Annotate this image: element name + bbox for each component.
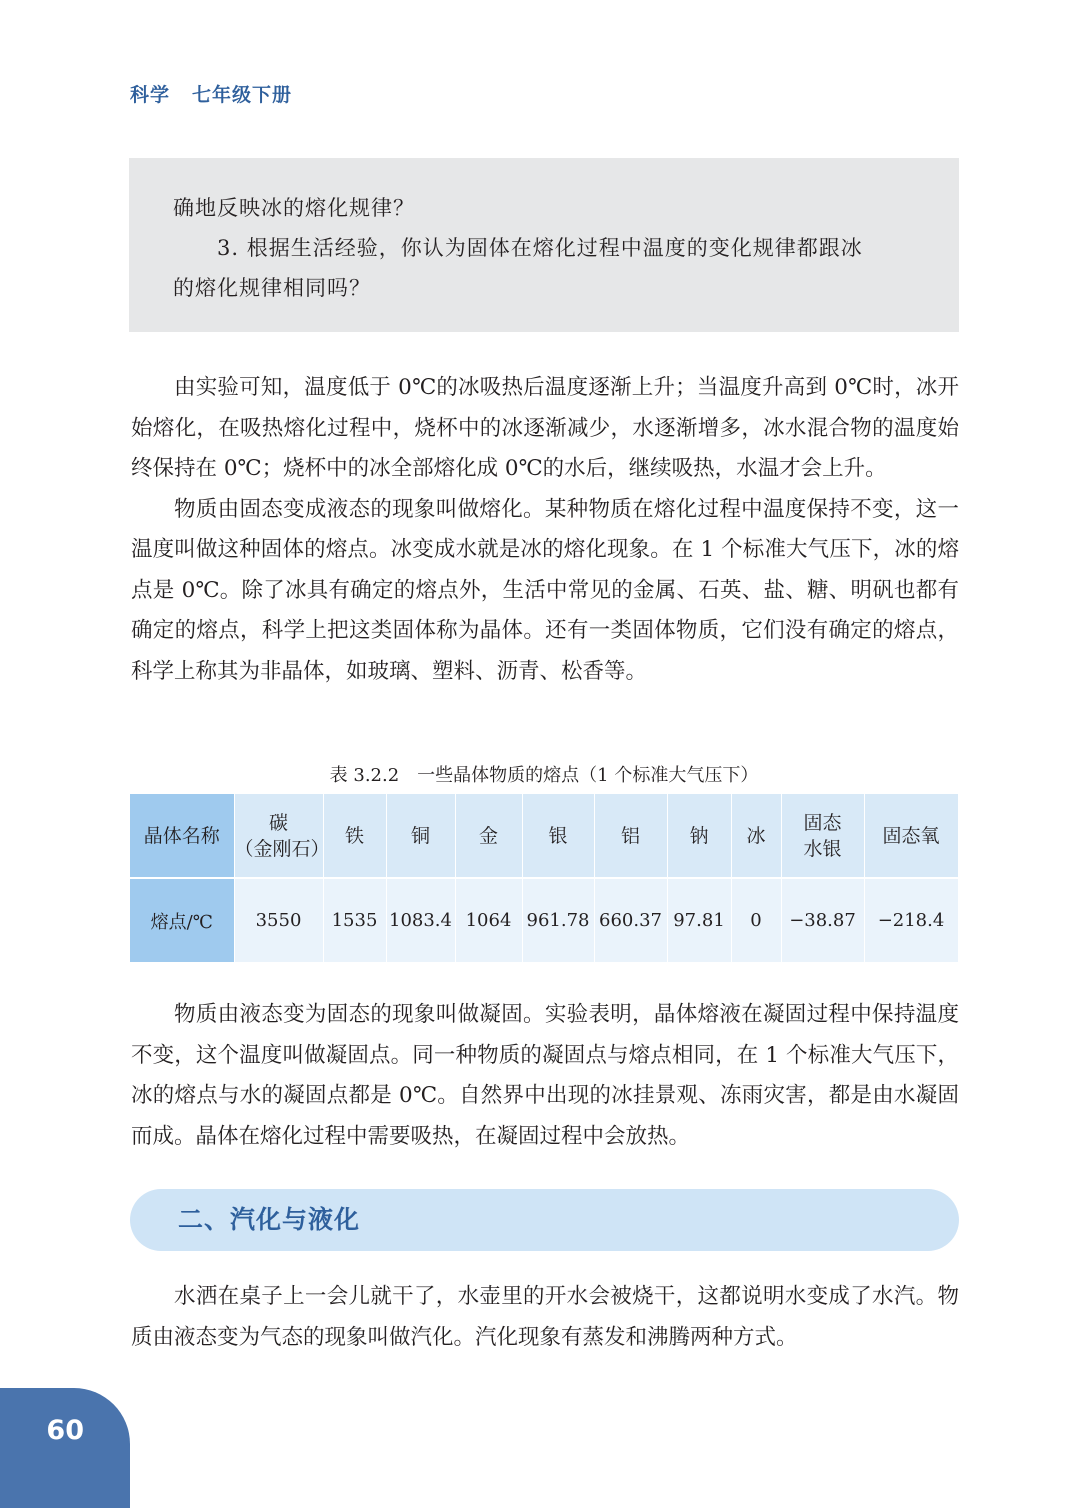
question-line: 的熔化规律相同吗？ — [173, 276, 371, 300]
table-row-header-name: 晶体名称 — [130, 794, 234, 878]
body-text-mid — [131, 995, 959, 1157]
table-column-header: 金 — [455, 794, 522, 878]
table-column-header: 铜 — [386, 794, 455, 878]
table-cell: 1064 — [455, 878, 522, 963]
table-column-header: 固态 水银 — [781, 794, 864, 878]
table-column-header: 钠 — [667, 794, 731, 878]
table-column-header: 铝 — [594, 794, 667, 878]
table-caption: 表 3.2.2 一些晶体物质的熔点（1 个标准大气压下） — [329, 765, 759, 786]
paragraph: 由实验可知，温度低于 0℃的冰吸热后温度逐渐上升；当温度升高到 0℃时，冰开始熔化，在吸热熔化过程中，烧杯中的冰逐渐减少，水逐渐增多，冰水混合物的温度始终保持在 0℃；烧杯中的冰全部熔化成 0℃的水后，继续吸热，水温才会上升。 — [131, 375, 959, 481]
melting-point-table — [130, 794, 959, 964]
table-cell: 1535 — [323, 878, 386, 963]
page-number: 60 — [46, 1415, 84, 1446]
body-text-bottom — [131, 1277, 959, 1358]
table-column-header: 冰 — [731, 794, 781, 878]
table-cell: 97.81 — [667, 878, 731, 963]
body-text-top — [131, 368, 959, 692]
table-value-row — [130, 878, 958, 963]
paragraph: 物质由液态变为固态的现象叫做凝固。实验表明，晶体熔液在凝固过程中保持温度不变，这个温度叫做凝固点。同一种物质的凝固点与熔点相同，在 1 个标准大气压下，冰的熔点与水的凝固点都是 0℃。自然界中出现的冰挂景观、冻雨灾害，都是由水凝固而成。晶体在熔化过程中需要吸热，在凝固过程中会放热。 — [131, 1002, 959, 1149]
table-cell: 961.78 — [522, 878, 594, 963]
page-number-tab — [0, 1388, 130, 1508]
table-column-header: 银 — [522, 794, 594, 878]
question-line: 确地反映冰的熔化规律？ — [173, 196, 415, 220]
table-cell: 0 — [731, 878, 781, 963]
table-cell: 1083.4 — [386, 878, 455, 963]
table-cell: 660.37 — [594, 878, 667, 963]
table-column-header: 碳 （金刚石） — [234, 794, 323, 878]
running-head — [130, 80, 314, 107]
section-heading-bar — [130, 1189, 959, 1251]
question-box — [129, 158, 959, 332]
section-title: 二、汽化与液化 — [178, 1205, 361, 1234]
question-line: 3. 根据生活经验，你认为固体在熔化过程中温度的变化规律都跟冰 — [217, 236, 863, 260]
table-cell: 3550 — [234, 878, 323, 963]
paragraph: 水洒在桌子上一会儿就干了，水壶里的开水会被烧干，这都说明水变成了水汽。物质由液态变为气态的现象叫做汽化。汽化现象有蒸发和沸腾两种方式。 — [131, 1284, 959, 1350]
table-column-header: 铁 — [323, 794, 386, 878]
table-row-header-value: 熔点/℃ — [130, 878, 234, 963]
running-head-subject: 科学 — [130, 84, 171, 106]
paragraph: 物质由固态变成液态的现象叫做熔化。某种物质在熔化过程中温度保持不变，这一温度叫做这种固体的熔点。冰变成水就是冰的熔化现象。在 1 个标准大气压下，冰的熔点是 0℃。除了冰具有确定的熔点外，生活中常见的金属、石英、盐、糖、明矾也都有确定的熔点，科学上把这类固体称为晶体。还有一类固体物质，它们没有确定的熔点，科学上称其为非晶体，如玻璃、塑料、沥青、松香等。 — [131, 496, 959, 684]
table-column-header: 固态氧 — [864, 794, 958, 878]
running-head-grade: 七年级下册 — [192, 84, 293, 106]
table-cell: −38.87 — [781, 878, 864, 963]
table-cell: −218.4 — [864, 878, 958, 963]
table-header-row — [130, 794, 958, 878]
